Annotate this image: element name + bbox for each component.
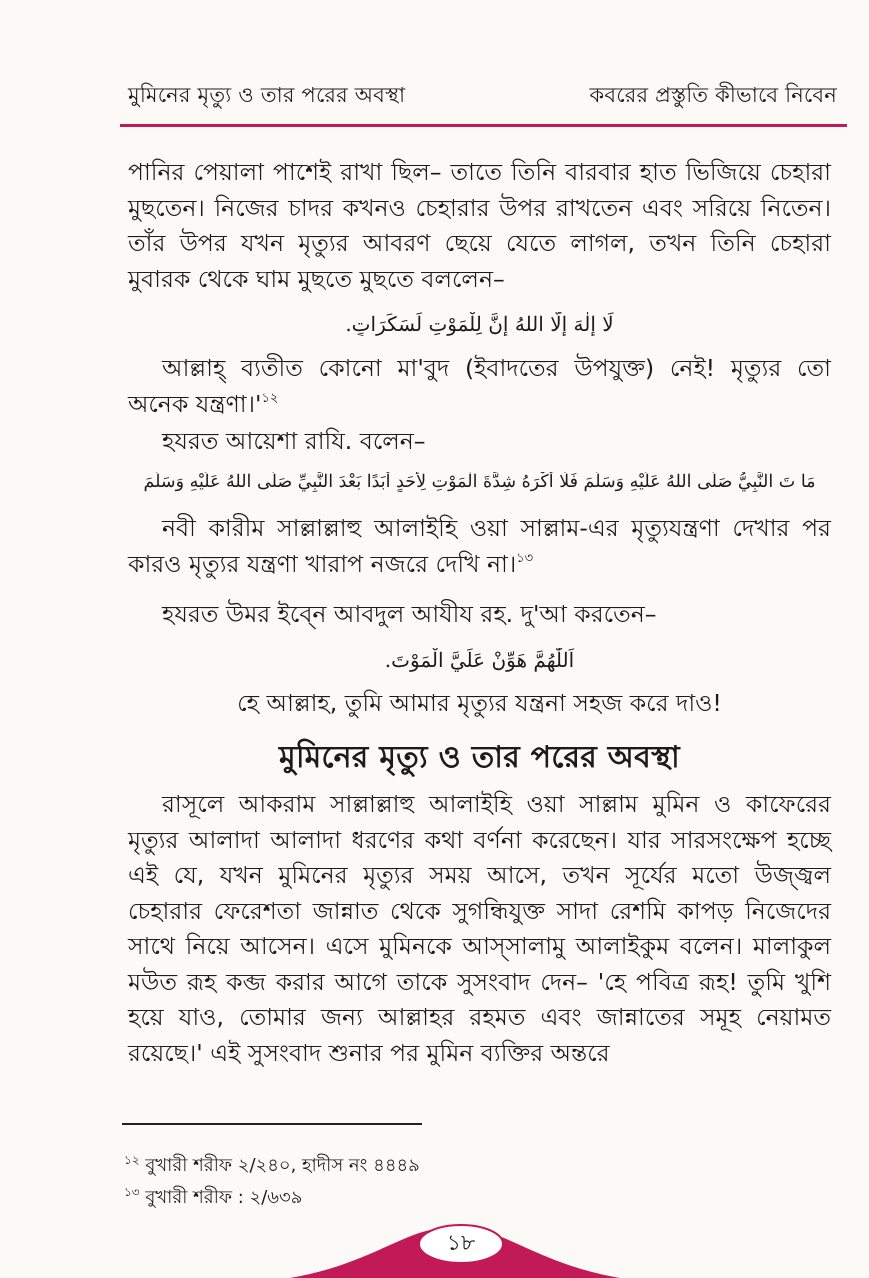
paragraph-5: হযরত উমর ইব্নে আবদুল আযীয রহ. দু'আ করতেন–: [162, 600, 657, 628]
section-heading: মুমিনের মৃত্যু ও তার পরের অবস্থা: [279, 740, 680, 775]
paragraph-2-text: আল্লাহ্ ব্যতীত কোনো মা'বুদ (ইবাদতের উপযুক্ত) নেই! মৃত্যুর তো অনেক যন্ত্রণা।': [128, 354, 831, 418]
footnote-12-text: বুখারী শরীফ ২/২৪০, হাদীস নং ৪৪৪৯: [145, 1155, 420, 1176]
header-book-title: কবরের প্রস্তুতি কীভাবে নিবেন: [589, 83, 837, 107]
footnote-13: [124, 1186, 302, 1210]
footnote-13-number: ১৩: [124, 1185, 140, 1199]
footnote-ref-13: ১৩: [516, 550, 534, 566]
paragraph-4-text: নবী কারীম সাল্লাল্লাহু আলাইহি ওয়া সাল্লাম-এর মৃত্যুযন্ত্রণা দেখার পর কারও মৃত্যুর যন্ত্রণা খারাপ নজরে দেখি না।: [128, 514, 831, 578]
paragraph-3: হযরত আয়েশা রাযি. বলেন–: [162, 427, 426, 455]
arabic-prayer: اَللّٰهُمَّ هَوِّنْ عَلَيَّ الْمَوْتَ.: [384, 648, 575, 672]
arabic-quote-2: مَا تَ النَّبِيُّ صَلَّى اللهُ عَلَيْهِ وَسَلَّمَ فَلَا أَكْرَهُ شِدَّةَ الْمَوْتِ لِأَحَدٍ أَبَدًا بَعْدَ النَّبِيِّ صَلَّى اللهُ عَلَيْهِ وَسَلَّمَ: [143, 472, 816, 492]
footnote-12-number: ১২: [124, 1153, 140, 1167]
footnote-13-text: বুখারী শরীফ : ২/৬৩৯: [145, 1187, 303, 1208]
paragraph-6: রাসূলে আকরাম সাল্লাল্লাহু আলাইহি ওয়া সাল্লাম মুমিন ও কাফেরের মৃত্যুর আলাদা আলাদা ধরণের কথা বর্ণনা করেছেন। যার সারসংক্ষেপ হচ্ছে এই যে, যখন মুমিনের মৃত্যুর সময় আসে, তখন সূর্যের মতো উজ্জ্বল চেহারার ফেরেশতা জান্নাত থেকে সুগন্ধিযুক্ত সাদা রেশমি কাপড় নিজেদের সাথে নিয়ে আসেন। এসে মুমিনকে আস্সালামু আলাইকুম বলেন। মালাকুল মউত রূহ কব্জ করার আগে তাকে সুসংবাদ দেন– 'হে পবিত্র রূহ! তুমি খুশি হয়ে যাও, তোমার জন্য আল্লাহর রহমত এবং জান্নাতের সমূহ নেয়ামত রয়েছে।' এই সুসংবাদ শুনার পর মুমিন ব্যক্তির অন্তরে: [128, 790, 831, 1067]
footnote-ref-12: ১২: [261, 390, 279, 406]
paragraph-1: পানির পেয়ালা পাশেই রাখা ছিল– তাতে তিনি বারবার হাত ভিজিয়ে চেহারা মুছতেন। নিজের চাদর কখনও চেহারার উপর রাখতেন এবং সরিয়ে নিতেন। তাঁর উপর যখন মৃত্যুর আবরণ ছেয়ে যেতে লাগল, তখন তিনি চেহারা মুবারক থেকে ঘাম মুছতে মুছতে বললেন–: [128, 158, 831, 293]
paragraph-4: [128, 511, 831, 582]
header-chapter-title: মুমিনের মৃত্যু ও তার পরের অবস্থা: [128, 83, 406, 107]
running-header: [128, 84, 837, 114]
footnote-12: [124, 1154, 420, 1178]
footnote-divider: [122, 1123, 422, 1125]
page-number: ১৮: [446, 1231, 476, 1256]
paragraph-2: [128, 351, 831, 422]
arabic-quote-1: لَا إِلٰهَ إِلَّا اللهُ إِنَّ لِلْمَوْتِ لَسَكَرَاتٍ.: [345, 312, 614, 336]
prayer-translation: হে আল্লাহ, তুমি আমার মৃত্যুর যন্ত্রনা সহজ করে দাও!: [237, 689, 722, 717]
header-divider: [120, 124, 847, 127]
